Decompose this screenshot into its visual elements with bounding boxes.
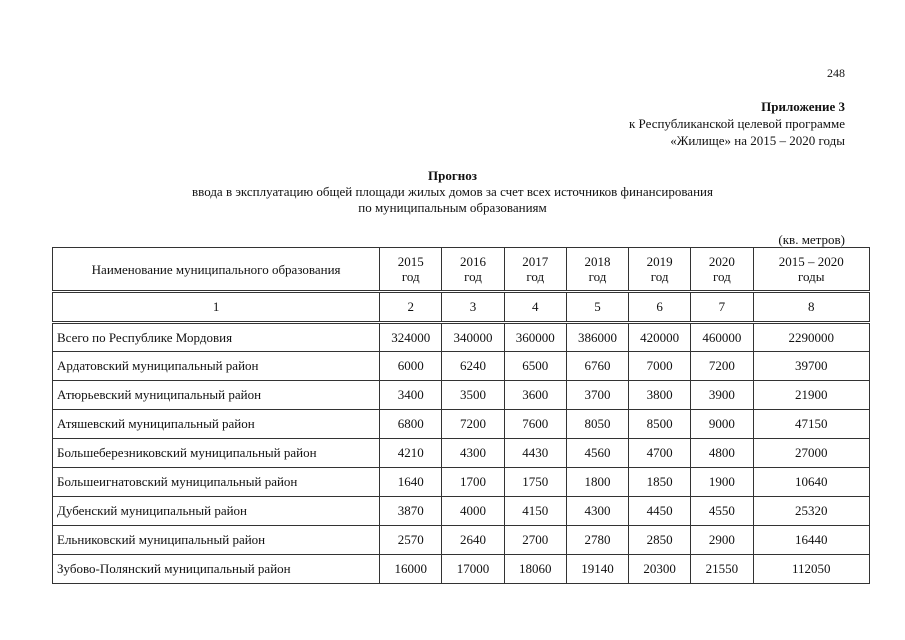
heading-line-1: ввода в эксплуатацию общей площади жилых домов за счет всех источников финансирования bbox=[192, 184, 713, 199]
value-cell: 420000 bbox=[629, 323, 691, 352]
value-cell: 2900 bbox=[691, 526, 753, 555]
column-header: 2018 год bbox=[566, 248, 628, 292]
value-cell: 9000 bbox=[691, 410, 753, 439]
value-cell: 2700 bbox=[504, 526, 566, 555]
value-cell: 1900 bbox=[691, 468, 753, 497]
value-cell: 3600 bbox=[504, 381, 566, 410]
municipality-name: Большеберезниковский муниципальный район bbox=[53, 439, 380, 468]
municipality-name: Ельниковский муниципальный район bbox=[53, 526, 380, 555]
document-heading bbox=[0, 168, 905, 216]
value-cell: 4210 bbox=[380, 439, 442, 468]
value-cell: 21550 bbox=[691, 555, 753, 584]
value-cell: 360000 bbox=[504, 323, 566, 352]
column-number: 5 bbox=[566, 292, 628, 323]
value-cell: 1800 bbox=[566, 468, 628, 497]
value-cell: 27000 bbox=[753, 439, 870, 468]
value-cell: 4300 bbox=[442, 439, 504, 468]
appendix-line-2: «Жилище» на 2015 – 2020 годы bbox=[670, 133, 845, 148]
municipality-name: Атяшевский муниципальный район bbox=[53, 410, 380, 439]
heading-line-2: по муниципальным образованиям bbox=[358, 200, 547, 215]
value-cell: 8050 bbox=[566, 410, 628, 439]
value-cell: 7000 bbox=[629, 352, 691, 381]
value-cell: 112050 bbox=[753, 555, 870, 584]
value-cell: 4450 bbox=[629, 497, 691, 526]
value-cell: 6500 bbox=[504, 352, 566, 381]
value-cell: 7600 bbox=[504, 410, 566, 439]
column-number: 3 bbox=[442, 292, 504, 323]
value-cell: 3400 bbox=[380, 381, 442, 410]
value-cell: 4550 bbox=[691, 497, 753, 526]
table-row bbox=[53, 468, 870, 497]
value-cell: 4700 bbox=[629, 439, 691, 468]
column-number: 8 bbox=[753, 292, 870, 323]
table-row bbox=[53, 526, 870, 555]
value-cell: 324000 bbox=[380, 323, 442, 352]
value-cell: 2290000 bbox=[753, 323, 870, 352]
value-cell: 6240 bbox=[442, 352, 504, 381]
municipality-name: Всего по Республике Мордовия bbox=[53, 323, 380, 352]
column-header: 2017 год bbox=[504, 248, 566, 292]
value-cell: 2850 bbox=[629, 526, 691, 555]
value-cell: 4560 bbox=[566, 439, 628, 468]
column-number: 7 bbox=[691, 292, 753, 323]
table-row bbox=[53, 352, 870, 381]
value-cell: 1640 bbox=[380, 468, 442, 497]
table-header-row bbox=[53, 248, 870, 292]
value-cell: 10640 bbox=[753, 468, 870, 497]
municipality-name: Зубово-Полянский муниципальный район bbox=[53, 555, 380, 584]
municipality-name: Дубенский муниципальный район bbox=[53, 497, 380, 526]
municipality-name: Атюрьевский муниципальный район bbox=[53, 381, 380, 410]
municipality-name: Ардатовский муниципальный район bbox=[53, 352, 380, 381]
table-row bbox=[53, 410, 870, 439]
table-row bbox=[53, 439, 870, 468]
column-number: 2 bbox=[380, 292, 442, 323]
value-cell: 39700 bbox=[753, 352, 870, 381]
table-row bbox=[53, 497, 870, 526]
value-cell: 17000 bbox=[442, 555, 504, 584]
column-header: 2019 год bbox=[629, 248, 691, 292]
table-row bbox=[53, 381, 870, 410]
value-cell: 3900 bbox=[691, 381, 753, 410]
column-header: 2015 – 2020 годы bbox=[753, 248, 870, 292]
municipality-name: Большеигнатовский муниципальный район bbox=[53, 468, 380, 497]
value-cell: 19140 bbox=[566, 555, 628, 584]
value-cell: 18060 bbox=[504, 555, 566, 584]
unit-label: (кв. метров) bbox=[778, 232, 845, 247]
value-cell: 16440 bbox=[753, 526, 870, 555]
appendix-title: Приложение 3 bbox=[761, 99, 845, 114]
value-cell: 6800 bbox=[380, 410, 442, 439]
value-cell: 21900 bbox=[753, 381, 870, 410]
column-number: 1 bbox=[53, 292, 380, 323]
column-header: Наименование муниципального образования bbox=[53, 248, 380, 292]
value-cell: 460000 bbox=[691, 323, 753, 352]
value-cell: 3870 bbox=[380, 497, 442, 526]
column-header: 2015 год bbox=[380, 248, 442, 292]
value-cell: 20300 bbox=[629, 555, 691, 584]
value-cell: 25320 bbox=[753, 497, 870, 526]
heading-title: Прогноз bbox=[428, 168, 477, 183]
value-cell: 8500 bbox=[629, 410, 691, 439]
value-cell: 4800 bbox=[691, 439, 753, 468]
column-number-row bbox=[53, 292, 870, 323]
value-cell: 3700 bbox=[566, 381, 628, 410]
column-number: 6 bbox=[629, 292, 691, 323]
table-row bbox=[53, 323, 870, 352]
value-cell: 6760 bbox=[566, 352, 628, 381]
value-cell: 4000 bbox=[442, 497, 504, 526]
value-cell: 2570 bbox=[380, 526, 442, 555]
appendix-block bbox=[629, 98, 845, 149]
value-cell: 2780 bbox=[566, 526, 628, 555]
page-number: 248 bbox=[827, 66, 845, 80]
value-cell: 386000 bbox=[566, 323, 628, 352]
value-cell: 6000 bbox=[380, 352, 442, 381]
value-cell: 1850 bbox=[629, 468, 691, 497]
value-cell: 3800 bbox=[629, 381, 691, 410]
column-header: 2016 год bbox=[442, 248, 504, 292]
value-cell: 4430 bbox=[504, 439, 566, 468]
column-number: 4 bbox=[504, 292, 566, 323]
value-cell: 340000 bbox=[442, 323, 504, 352]
table-row bbox=[53, 555, 870, 584]
forecast-table bbox=[52, 247, 870, 584]
value-cell: 4150 bbox=[504, 497, 566, 526]
value-cell: 4300 bbox=[566, 497, 628, 526]
value-cell: 3500 bbox=[442, 381, 504, 410]
value-cell: 1700 bbox=[442, 468, 504, 497]
value-cell: 7200 bbox=[691, 352, 753, 381]
appendix-line-1: к Республиканской целевой программе bbox=[628, 116, 845, 131]
value-cell: 1750 bbox=[504, 468, 566, 497]
column-header: 2020 год bbox=[691, 248, 753, 292]
value-cell: 47150 bbox=[753, 410, 870, 439]
value-cell: 7200 bbox=[442, 410, 504, 439]
value-cell: 2640 bbox=[442, 526, 504, 555]
value-cell: 16000 bbox=[380, 555, 442, 584]
